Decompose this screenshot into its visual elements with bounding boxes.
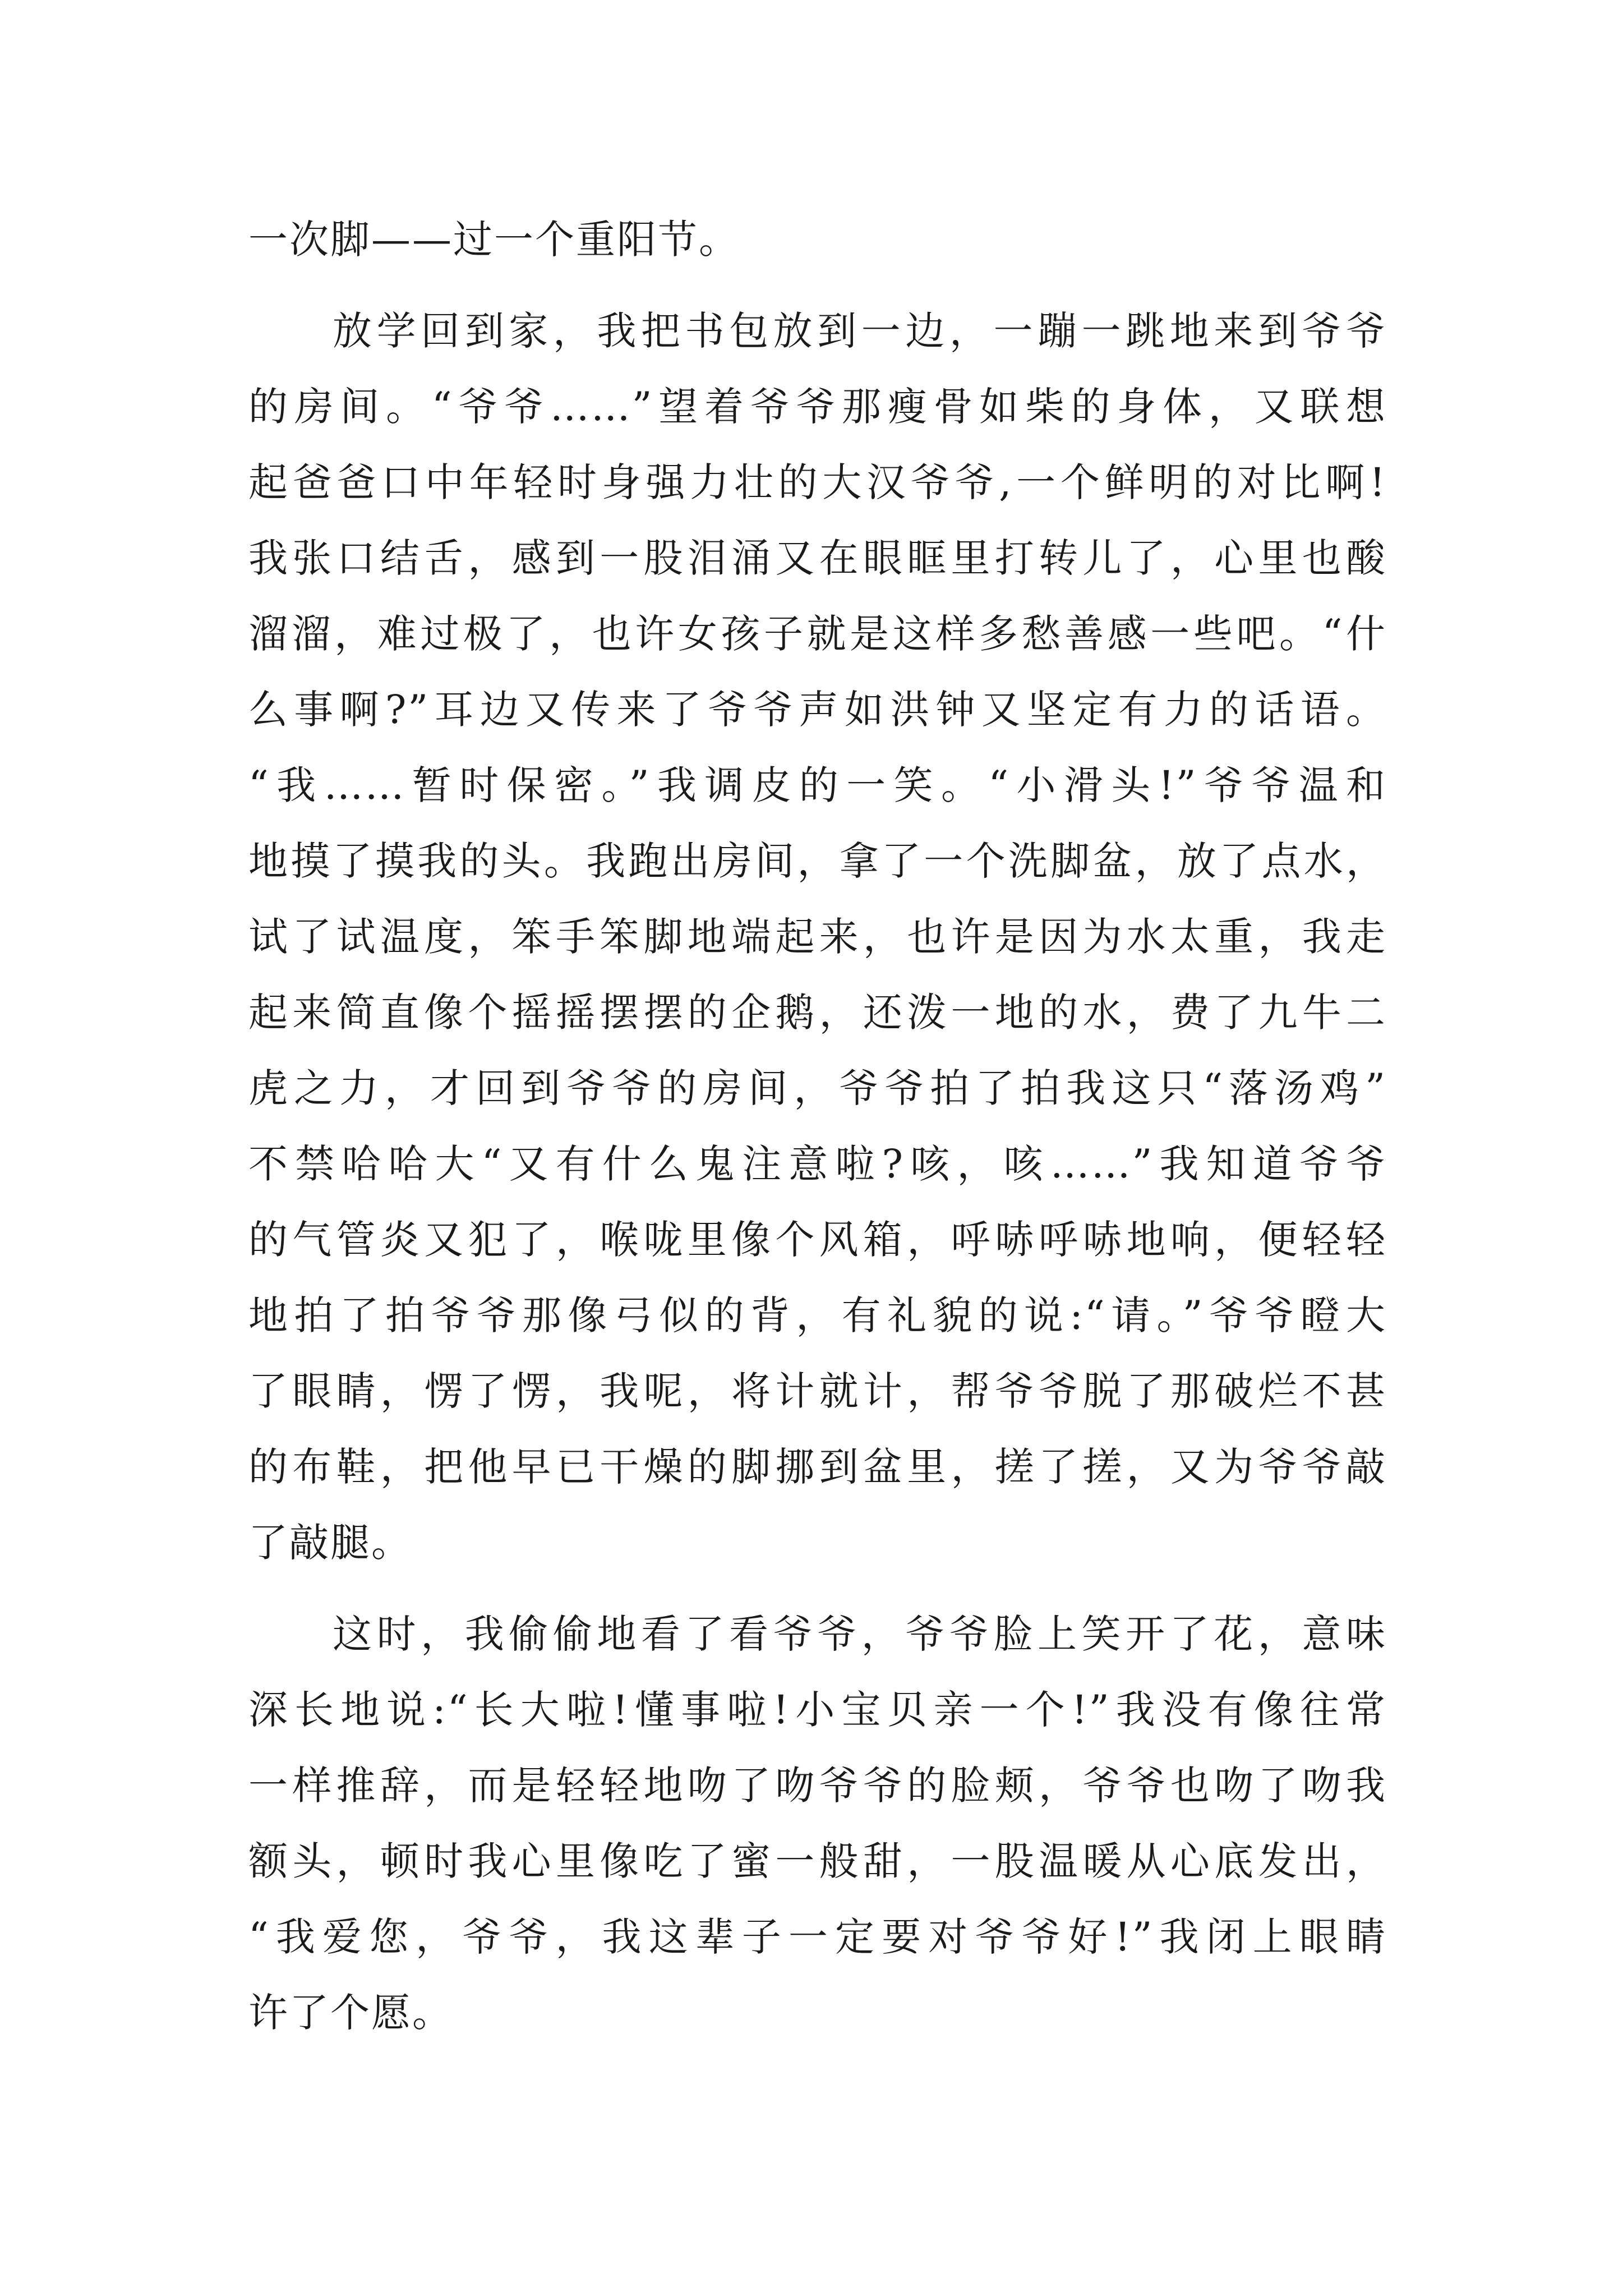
text-line: 了眼睛，愣了愣，我呢，将计就计，帮爷爷脱了那破烂不甚 <box>248 1368 1387 1414</box>
text-line: 许了个愿。 <box>248 1990 453 2036</box>
text-line: “我爱您，爷爷，我这辈子一定要对爷爷好!”我闭上眼睛 <box>248 1914 1387 1960</box>
text-line: 放学回到家，我把书包放到一边，一蹦一跳地来到爷爷 <box>333 308 1387 354</box>
text-line: 一样推辞，而是轻轻地吻了吻爷爷的脸颊，爷爷也吻了吻我 <box>248 1763 1387 1809</box>
paragraph-gap <box>248 278 1387 293</box>
text-line: 地拍了拍爷爷那像弓似的背，有礼貌的说:“请。”爷爷瞪大 <box>248 1292 1387 1338</box>
text-line: 一次脚——过一个重阳节。 <box>248 217 740 263</box>
text-line: 不禁哈哈大“又有什么鬼注意啦?咳，咳……”我知道爷爷 <box>248 1141 1387 1187</box>
paragraph <box>248 293 1387 1581</box>
text-line: 溜溜，难过极了，也许女孩子就是这样多愁善感一些吧。“什 <box>248 611 1387 657</box>
paragraph <box>248 1596 1387 2051</box>
text-line: 试了试温度，笨手笨脚地端起来，也许是因为水太重，我走 <box>248 914 1387 960</box>
text-line: 的气管炎又犯了，喉咙里像个风箱，呼哧呼哧地响，便轻轻 <box>248 1217 1387 1263</box>
text-line: 起爸爸口中年轻时身强力壮的大汉爷爷,一个鲜明的对比啊! <box>248 459 1387 505</box>
text-line: 么事啊?”耳边又传来了爷爷声如洪钟又坚定有力的话语。 <box>248 687 1387 733</box>
text-line: 的房间。“爷爷……”望着爷爷那瘦骨如柴的身体，又联想 <box>248 384 1387 430</box>
text-line: 地摸了摸我的头。我跑出房间，拿了一个洗脚盆，放了点水， <box>248 838 1387 884</box>
text-line: 这时，我偷偷地看了看爷爷，爷爷脸上笑开了花，意味 <box>333 1611 1387 1657</box>
paragraph <box>248 202 1387 278</box>
text-line: 额头，顿时我心里像吃了蜜一般甜，一股温暖从心底发出， <box>248 1838 1387 1884</box>
article-body <box>248 202 1387 2051</box>
text-line: “我……暂时保密。”我调皮的一笑。“小滑头!”爷爷温和 <box>248 762 1387 808</box>
text-line: 起来简直像个摇摇摆摆的企鹅，还泼一地的水，费了九牛二 <box>248 990 1387 1036</box>
text-line: 虎之力，才回到爷爷的房间，爷爷拍了拍我这只“落汤鸡” <box>248 1065 1387 1111</box>
text-line: 我张口结舌，感到一股泪涌又在眼眶里打转儿了，心里也酸 <box>248 535 1387 581</box>
paragraph-gap <box>248 1581 1387 1596</box>
text-line: 深长地说:“长大啦!懂事啦!小宝贝亲一个!”我没有像往常 <box>248 1687 1387 1733</box>
text-line: 了敲腿。 <box>248 1520 412 1566</box>
text-line: 的布鞋，把他早已干燥的脚挪到盆里，搓了搓，又为爷爷敲 <box>248 1444 1387 1490</box>
